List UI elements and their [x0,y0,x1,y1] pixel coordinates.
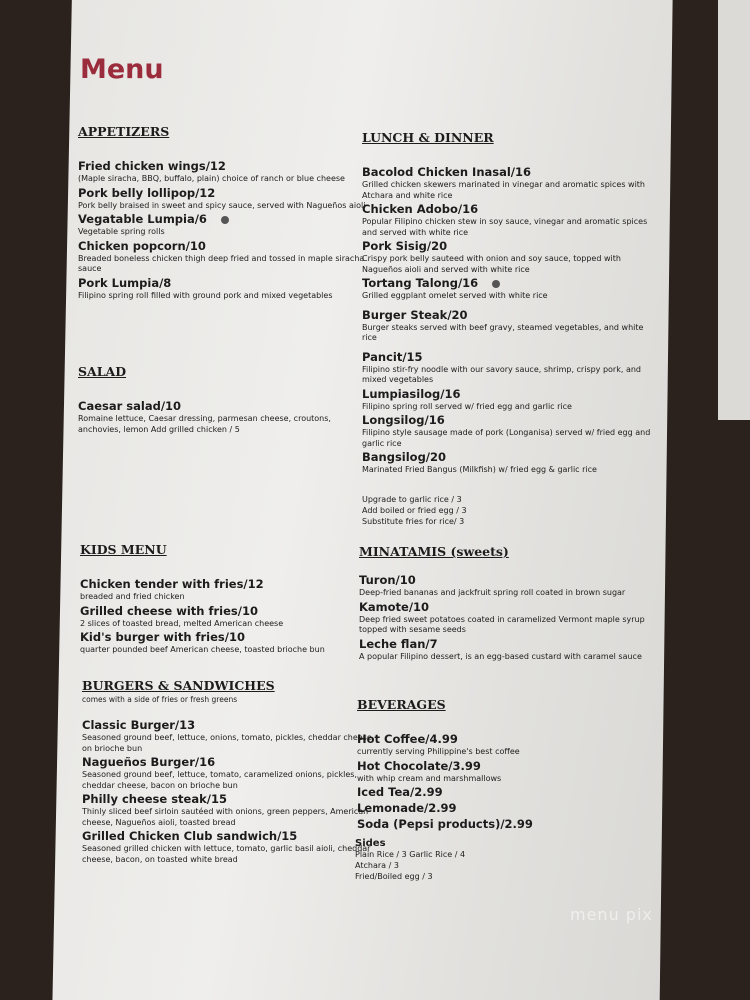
item-name [359,637,649,652]
section-lunch-dinner [362,130,652,527]
item-name-text: Turon/10 [359,573,416,587]
item-name-text: Longsilog/16 [362,413,445,427]
item-name-text: Burger Steak/20 [362,307,468,322]
item-description: Seasoned grilled chicken with lettuce, tomato, garlic basil aioli, cheddar cheese, bacon, on toasted white bread [82,844,371,864]
item-description: Crispy pork belly sauteed with onion and soy sauce, topped with Nagueños aioli and served with white rice [362,254,621,274]
item-name [362,450,652,465]
section-heading: BURGERS & SANDWICHES [82,678,275,693]
item-name-text: Tortang Talong/16 [362,276,479,290]
extra-option: Upgrade to garlic rice / 3 [362,494,462,504]
item-name [362,276,652,291]
item-name-text: Pork belly lollipop/12 [78,185,216,200]
item-description: Grilled chicken skewers marinated in vinegar and aromatic spices with Atchara and white rice [362,180,646,200]
item-name-text: Grilled Chicken Club sandwich/15 [82,829,298,843]
section-heading: APPETIZERS [78,124,170,139]
item-description: Breaded boneless chicken thigh deep fried and tossed in maple siracha sauce [78,253,365,273]
item-name [78,239,368,254]
item-description: Seasoned ground beef, lettuce, tomato, caramelized onions, pickles, cheddar cheese, bacon on brioche bun [82,770,357,790]
item-name [362,308,652,323]
item-name-text: Pork Lumpia/8 [78,275,172,290]
item-description: Deep fried sweet potatoes coated in caramelized Vermont maple syrup topped with sesame seeds [359,614,645,634]
sides-line: Fried/Boiled egg / 3 [355,872,433,881]
item-name [359,600,649,615]
item-name [78,186,368,201]
item-description: Filipino style sausage made of pork (Longanisa) served w/ fried egg and garlic rice [362,428,651,448]
item-name [362,202,652,217]
menu-title: Menu [80,54,164,85]
item-name [362,239,652,254]
menu-item [82,755,372,791]
sides-line: Atchara / 3 [355,861,399,870]
item-name-text: Bangsilog/20 [362,450,447,464]
item-name-text: Iced Tea/2.99 [357,785,443,799]
menu-item [362,239,652,275]
item-description: 2 slices of toasted bread, melted American cheese [80,618,284,628]
menu-item [80,577,370,603]
item-name-text: Bacolod Chicken Inasal/16 [362,165,532,179]
menu-item [78,276,368,302]
menu-item [357,759,647,785]
section-heading: MINATAMIS (sweets) [359,544,509,559]
item-name-text: Hot Chocolate/3.99 [357,758,481,773]
item-name [80,630,370,645]
menu-item [82,792,372,828]
item-name [359,573,649,588]
menu-item [80,604,370,630]
item-description: Popular Filipino chicken stew in soy sauce, vinegar and aromatic spices and served with white rice [362,217,648,237]
item-name-text: Chicken popcorn/10 [78,238,206,253]
menu-item [78,239,368,275]
item-name-text: Hot Coffee/4.99 [357,732,458,746]
item-description: Filipino spring roll filled with ground pork and mixed vegetables [78,290,333,300]
section-beverages [357,697,647,833]
menu-item [362,165,652,201]
section-sweets [359,544,649,663]
item-name [78,399,368,414]
item-description: Thinly sliced beef sirloin sautéed with onions, green peppers, American cheese, Nagueños aioli, toasted bread [82,807,369,827]
item-description: quarter pounded beef American cheese, toasted brioche bun [80,645,325,654]
item-description: Vegetable spring rolls [78,227,165,236]
adjacent-paper [718,0,750,420]
item-name-text: Caesar salad/10 [78,399,182,413]
item-name-text: Nagueños Burger/16 [82,755,216,769]
section-heading: LUNCH & DINNER [362,130,494,145]
item-description: Romaine lettuce, Caesar dressing, parmesan cheese, croutons, anchovies, lemon Add grilled chicken / 5 [78,414,331,434]
menu-item [357,801,647,816]
section-appetizers [78,124,368,302]
menu-item [357,732,647,758]
item-name-text: Lumpiasilog/16 [362,386,461,401]
item-name [362,413,652,428]
item-name [362,350,652,365]
item-name-text: Leche flan/7 [359,636,438,651]
menu-item [78,186,368,212]
item-name-text: Classic Burger/13 [82,718,196,732]
menu-item [80,630,370,656]
item-description: Filipino spring roll served w/ fried egg and garlic rice [362,401,572,411]
item-name [357,817,647,832]
item-name [82,755,372,770]
item-description: breaded and fried chicken [80,592,185,601]
item-name [357,732,647,747]
item-name-text: Kamote/10 [359,599,430,614]
sides-line: Plain Rice / 3 Garlic Rice / 4 [355,850,466,859]
item-name [357,785,647,800]
extra-option: Substitute fries for rice/ 3 [362,516,465,526]
item-name-text: Philly cheese steak/15 [82,792,227,806]
item-name-text: Chicken Adobo/16 [362,202,479,216]
item-description: Burger steaks served with beef gravy, steamed vegetables, and white rice [362,322,644,342]
section-heading: BEVERAGES [357,697,446,712]
menu-item [362,350,652,386]
item-description: Deep-fried bananas and jackfruit spring roll coated in brown sugar [359,588,626,597]
section-sides [355,838,645,882]
section-kids-menu [80,542,370,657]
item-description: Grilled eggplant omelet served with white rice [362,291,548,300]
menu-item [359,573,649,599]
menu-item [359,600,649,636]
item-name [80,577,370,592]
item-description: Seasoned ground beef, lettuce, onions, tomato, pickles, cheddar cheese on brioche bun [82,733,372,753]
section-heading: SALAD [78,364,127,379]
menu-item [362,450,652,476]
item-name-text: Kid's burger with fries/10 [80,630,245,644]
item-description: A popular Filipino dessert, is an egg-based custard with caramel sauce [359,651,642,661]
item-name [82,792,372,807]
menu-item [362,202,652,238]
item-name [362,165,652,180]
item-description: currently serving Philippine's best coffee [357,747,520,756]
item-name [82,829,372,844]
item-description: Pork belly braised in sweet and spicy sauce, served with Nagueños aioli [78,200,366,210]
menu-item [78,159,368,185]
menu-item [357,817,647,832]
item-name-text: Chicken tender with fries/12 [80,577,264,591]
item-name [362,387,652,402]
item-name-text: Pancit/15 [362,349,423,364]
section-heading: KIDS MENU [80,542,167,557]
item-name [78,276,368,291]
item-name-text: Lemonade/2.99 [357,801,457,815]
menu-item [82,829,372,865]
item-name-text: Vegatable Lumpia/6 [78,212,207,226]
menu-item [362,276,652,302]
extras [362,494,652,527]
vegetarian-icon [492,280,500,288]
section-note: comes with a side of fries or fresh greens [82,695,238,704]
menu-item [82,718,372,754]
item-description: with whip cream and marshmallows [357,773,502,783]
item-name-text: Soda (Pepsi products)/2.99 [357,817,533,831]
item-name [357,759,647,774]
item-name-text: Pork Sisig/20 [362,239,448,253]
item-name-text: Grilled cheese with fries/10 [80,603,258,618]
section-salad [78,364,368,436]
menu-item [78,399,368,435]
item-name-text: Fried chicken wings/12 [78,159,226,173]
item-description: (Maple siracha, BBQ, buffalo, plain) choice of ranch or blue cheese [78,174,345,183]
menu-item [357,785,647,800]
vegetarian-icon [221,216,229,224]
item-description: Filipino stir-fry noodle with our savory sauce, shrimp, crispy pork, and mixed vegetables [362,364,641,384]
item-name [82,718,372,733]
menu-item [362,413,652,449]
extra-option: Add boiled or fried egg / 3 [362,505,467,515]
menu-item [362,308,652,344]
menu-item [362,387,652,413]
item-description: Marinated Fried Bangus (Milkfish) w/ fried egg & garlic rice [362,465,597,474]
watermark: menu pix [570,905,653,924]
sides-heading: Sides [355,838,386,849]
menu-item [78,212,368,238]
item-name [78,212,368,227]
section-burgers [82,678,372,866]
item-name [80,604,370,619]
item-name [78,159,368,174]
menu-item [359,637,649,663]
item-name [357,801,647,816]
